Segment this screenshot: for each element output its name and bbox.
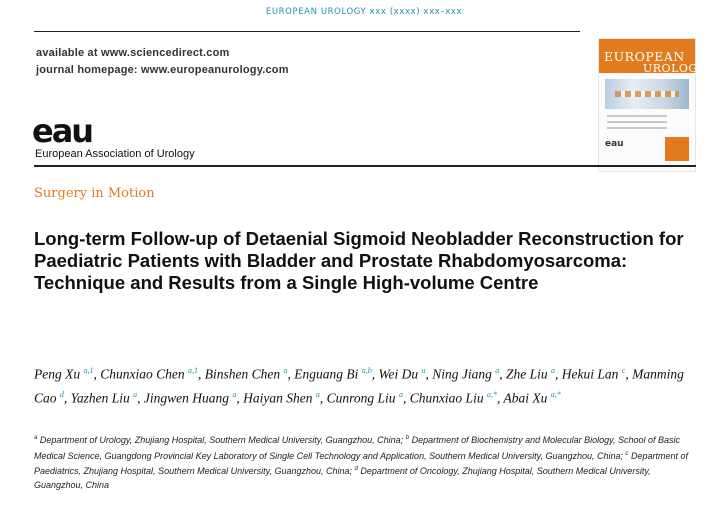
author-name: Haiyan Shen <box>243 390 316 405</box>
author-affiliation-link[interactable]: a <box>133 389 138 399</box>
running-head: EUROPEAN UROLOGY xxx (xxxx) xxx–xxx <box>265 7 463 17</box>
author-affiliation-link[interactable]: a <box>398 389 403 399</box>
cover-title-line1: EUROPEAN <box>604 49 685 64</box>
affiliation-list: $^a$ Department of Urology, Zhujiang Hospital, Southern Medical University, Guangzhou, China; $^b$ Department of Biochemistry and Molecular Biology, School of Basic Medical Science, Guangdong Provincial Key Laboratory of Single Cell Technology and Application, Southern Medical University, Guangzhou, China; $^c$ Department of Paediatrics, Zhujiang Hospital, Southern Medical University, Guangzhou, China; $^d$ Department of Oncology, Zhujiang Hospital, Southern Medical University, Guangzhou, China <box>34 435 689 490</box>
available-at-link[interactable]: available at www.sciencedirect.com <box>36 47 230 59</box>
affiliation-marker: b <box>405 435 410 441</box>
author-affiliation-link[interactable]: c <box>621 366 626 375</box>
author-list: Peng Xu $^{a,1}$, Chunxiao Chen $^{a,1}$, Binshen Chen $^a$, Enguang Bi $^{a,b}$, Wei Du $^a$, Ning Jiang $^a$, Zhe Liu $^a$, Hekui Lan $^c$, Manming Cao $^d$, Yazhen Liu $^a$, Jingwen Huang $^a$, Haiyan Shen $^a$, Cunrong Liu $^a$, Chunxiao Liu $^{a,*}$, Abai Xu $^{a,*}$ <box>34 366 684 405</box>
author-name: Manming Cao <box>34 366 684 405</box>
author-name: Wei Du <box>378 366 422 382</box>
main-rule <box>34 165 696 167</box>
header-rule <box>34 31 580 32</box>
affiliation-text: Department of Oncology, Zhujiang Hospital, Southern Medical University, Guangzhou, China <box>34 466 651 490</box>
author-name: Jingwen Huang <box>143 390 233 405</box>
author-name: Yazhen Liu <box>70 390 134 405</box>
association-name: European Association of Urology <box>35 148 195 160</box>
author-name: Ning Jiang <box>432 366 496 382</box>
affiliation-text: Department of Biochemistry and Molecular Biology, School of Basic Medical Science, Guangdong Provincial Key Laboratory of Single Cell Technology and Application, Southern Medical University, Guangzhou, China <box>34 435 681 461</box>
author-name: Enguang Bi <box>294 366 362 382</box>
author-affiliation-link[interactable]: a <box>283 366 288 375</box>
affiliation-text: Department of Urology, Zhujiang Hospital, Southern Medical University, Guangzhou, China <box>37 435 401 445</box>
author-affiliation-link[interactable]: a <box>495 366 500 375</box>
article-title: Long-term Follow-up of Detaenial Sigmoid Neobladder Reconstruction for Paediatric Patients with Bladder and Prostate Rhabdomyosarcoma: Technique and Results from a Single High-volume Centre <box>34 228 684 293</box>
author-name: Zhe Liu <box>506 366 552 382</box>
affiliation-marker: a <box>34 435 38 441</box>
author-name: Chunxiao Liu <box>409 390 487 405</box>
affiliation-marker: d <box>354 466 358 472</box>
author-affiliation-link[interactable]: a <box>232 389 237 399</box>
affiliation-text: Department of Paediatrics, Zhujiang Hospital, Southern Medical University, Guangzhou, China <box>34 450 689 476</box>
author-name: Chunxiao Chen <box>100 366 188 382</box>
cover-text-lines <box>607 115 667 133</box>
author-affiliation-link[interactable]: a,1 <box>83 366 94 375</box>
author-name: Binshen Chen <box>204 366 284 382</box>
affiliation-marker: c <box>625 450 629 457</box>
eau-logo <box>32 112 114 151</box>
author-affiliation-link[interactable]: a <box>315 389 320 399</box>
author-name: Peng Xu <box>34 366 84 382</box>
journal-homepage-link[interactable]: journal homepage: www.europeanurology.com <box>36 64 289 76</box>
author-affiliation-link[interactable]: d <box>59 389 64 399</box>
author-affiliation-link[interactable]: a,* <box>486 389 497 399</box>
author-name: Cunrong Liu <box>326 390 399 405</box>
eau-logo-text: eau <box>32 112 93 150</box>
cover-eau-logo: eau <box>605 139 624 149</box>
section-label: Surgery in Motion <box>34 186 155 201</box>
author-name: Abai Xu <box>503 390 551 405</box>
author-affiliation-link[interactable]: a <box>551 366 556 375</box>
author-name: Hekui Lan <box>561 366 622 382</box>
cover-badge <box>665 137 689 161</box>
author-affiliation-link[interactable]: a,* <box>550 389 561 399</box>
author-affiliation-link[interactable]: a <box>421 366 426 375</box>
journal-cover[interactable] <box>598 38 706 172</box>
cover-image <box>605 79 689 109</box>
author-affiliation-link[interactable]: a,1 <box>188 366 198 375</box>
cover-title-line2: UROLOGY <box>643 62 706 75</box>
author-affiliation-link[interactable]: a,b <box>361 366 372 375</box>
